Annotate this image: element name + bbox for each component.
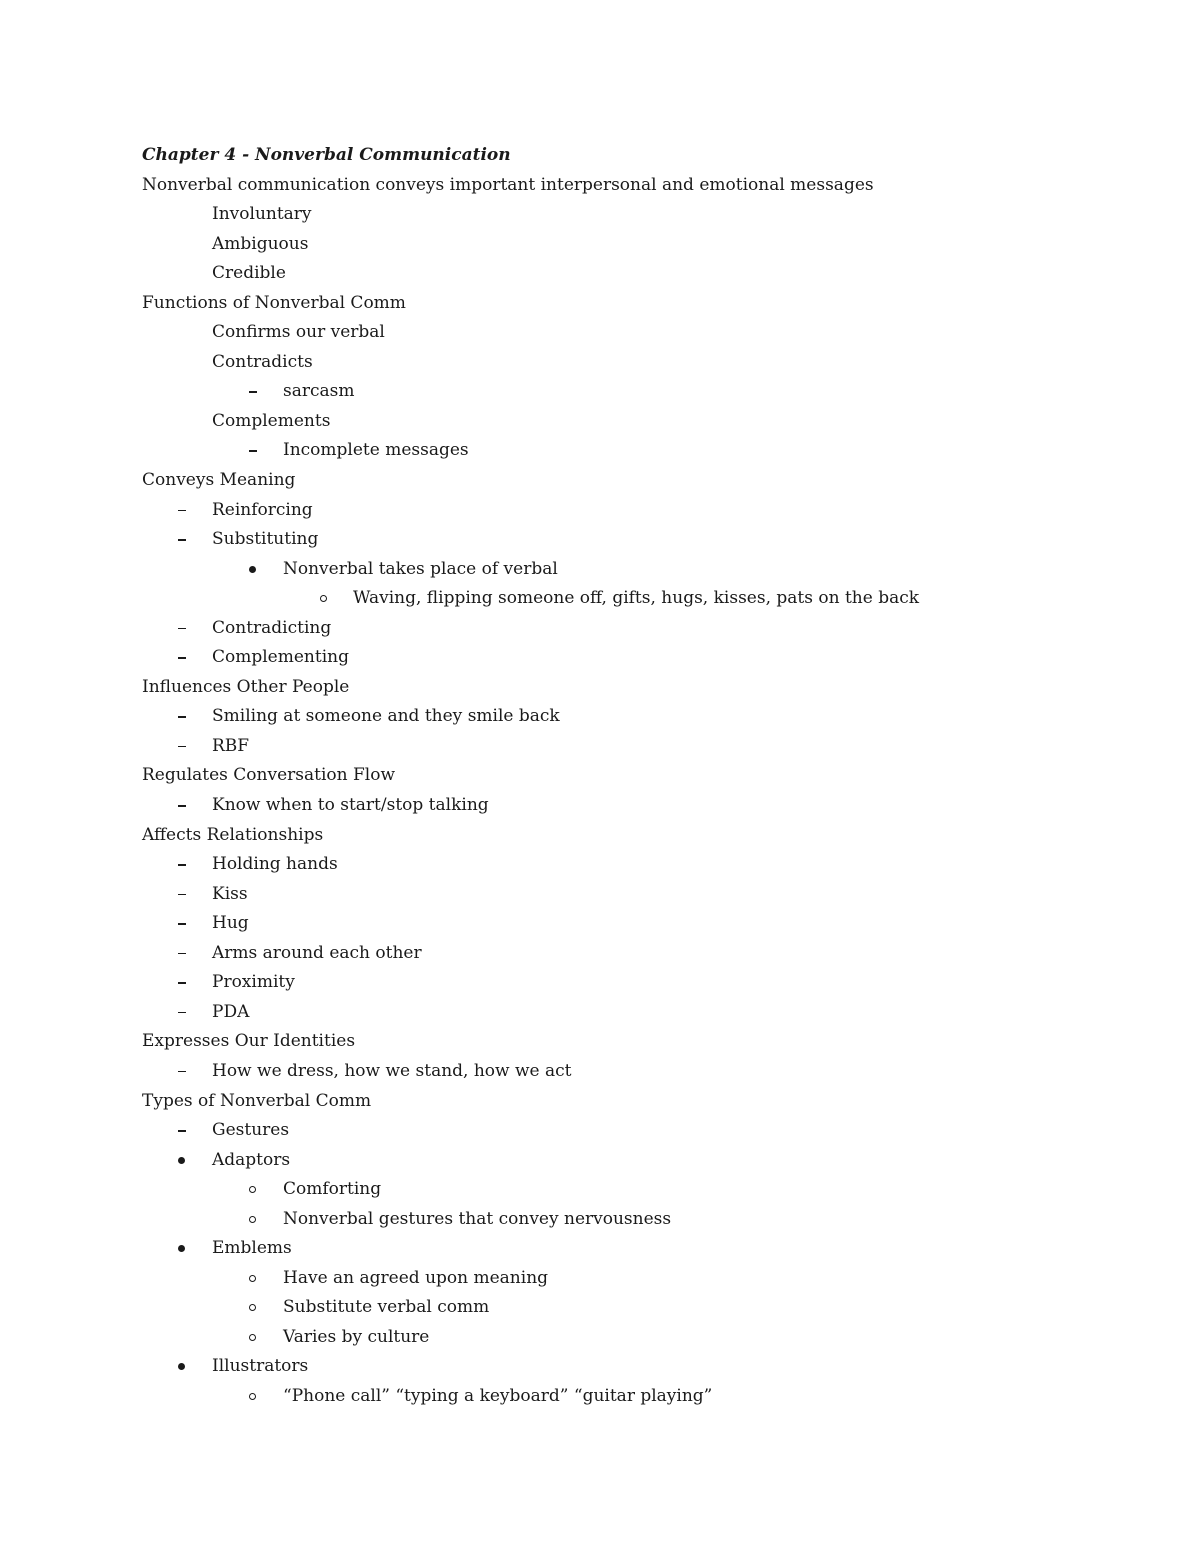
chapter-title: Chapter 4 - Nonverbal Communication bbox=[142, 145, 511, 165]
outline-text: Waving, flipping someone off, gifts, hugs, kisses, pats on the back bbox=[353, 588, 920, 609]
dash-bullet-icon bbox=[178, 510, 186, 512]
outline-item bbox=[0, 642, 1200, 672]
outline-text: Gestures bbox=[212, 1120, 290, 1141]
outline-text: Kiss bbox=[212, 883, 248, 904]
outline-text: Contradicts bbox=[212, 351, 313, 372]
outline-text: Nonverbal gestures that convey nervousness bbox=[283, 1208, 672, 1229]
circle-bullet-icon bbox=[249, 1334, 256, 1341]
outline-item bbox=[0, 1292, 1200, 1322]
dash-bullet-icon bbox=[178, 657, 186, 659]
outline-item bbox=[0, 790, 1200, 820]
outline-item bbox=[0, 1263, 1200, 1293]
outline-item bbox=[0, 1056, 1200, 1086]
outline-text: Expresses Our Identities bbox=[142, 1031, 356, 1052]
outline-text: Affects Relationships bbox=[142, 824, 324, 845]
dash-bullet-icon bbox=[178, 746, 186, 748]
outline-item bbox=[0, 1204, 1200, 1234]
dash-bullet-icon bbox=[178, 953, 186, 955]
outline-item bbox=[0, 406, 1200, 436]
outline-item bbox=[0, 554, 1200, 584]
outline-text: Reinforcing bbox=[212, 499, 313, 520]
outline-item bbox=[0, 495, 1200, 525]
outline-text: Incomplete messages bbox=[283, 440, 469, 461]
dash-bullet-icon bbox=[178, 894, 186, 896]
outline-text: “Phone call” “typing a keyboard” “guitar playing” bbox=[283, 1385, 713, 1406]
disc-bullet-icon bbox=[178, 1157, 185, 1164]
outline-item bbox=[0, 435, 1200, 465]
outline-text: Varies by culture bbox=[283, 1326, 430, 1347]
outline-item bbox=[0, 170, 1200, 200]
outline-item bbox=[0, 849, 1200, 879]
outline-item bbox=[0, 317, 1200, 347]
notes-outline bbox=[0, 140, 1200, 1411]
disc-bullet-icon bbox=[249, 566, 256, 573]
outline-text: Functions of Nonverbal Comm bbox=[142, 292, 406, 313]
outline-item bbox=[0, 229, 1200, 259]
outline-text: Contradicting bbox=[212, 617, 332, 638]
outline-heading bbox=[0, 465, 1200, 495]
outline-text: Hug bbox=[212, 913, 249, 934]
outline-text: Substitute verbal comm bbox=[283, 1297, 490, 1318]
outline-item bbox=[0, 1115, 1200, 1145]
outline-heading bbox=[0, 1086, 1200, 1116]
outline-item bbox=[0, 938, 1200, 968]
dash-bullet-icon bbox=[178, 1130, 186, 1132]
outline-item bbox=[0, 701, 1200, 731]
outline-text: Know when to start/stop talking bbox=[212, 795, 489, 816]
outline-text: Nonverbal communication conveys important interpersonal and emotional messages bbox=[142, 174, 874, 195]
outline-text: Arms around each other bbox=[212, 942, 422, 963]
outline-text: Emblems bbox=[212, 1238, 292, 1259]
outline-item bbox=[0, 613, 1200, 643]
outline-text: Complements bbox=[212, 410, 331, 431]
outline-text: Conveys Meaning bbox=[142, 470, 296, 491]
outline-item bbox=[0, 524, 1200, 554]
outline-item bbox=[0, 1351, 1200, 1381]
outline-item bbox=[0, 1381, 1200, 1411]
outline-heading bbox=[0, 672, 1200, 702]
outline-item bbox=[0, 1174, 1200, 1204]
circle-bullet-icon bbox=[249, 1275, 256, 1282]
dash-bullet-icon bbox=[178, 982, 186, 984]
outline-heading bbox=[0, 1026, 1200, 1056]
outline-text: Ambiguous bbox=[212, 233, 309, 254]
dash-bullet-icon bbox=[178, 539, 186, 541]
circle-bullet-icon bbox=[249, 1304, 256, 1311]
circle-bullet-icon bbox=[249, 1393, 256, 1400]
outline-item bbox=[0, 908, 1200, 938]
outline-item bbox=[0, 997, 1200, 1027]
chapter-title-line bbox=[0, 140, 1200, 170]
outline-item bbox=[0, 1322, 1200, 1352]
outline-text: Illustrators bbox=[212, 1356, 309, 1377]
outline-text: Credible bbox=[212, 263, 286, 284]
outline-text: Holding hands bbox=[212, 854, 338, 875]
circle-bullet-icon bbox=[320, 595, 327, 602]
outline-text: Confirms our verbal bbox=[212, 322, 385, 343]
dash-bullet-icon bbox=[178, 864, 186, 866]
dash-bullet-icon bbox=[178, 1012, 186, 1014]
outline-item bbox=[0, 347, 1200, 377]
disc-bullet-icon bbox=[178, 1245, 185, 1252]
outline-item bbox=[0, 199, 1200, 229]
outline-text: PDA bbox=[212, 1001, 250, 1022]
outline-item bbox=[0, 879, 1200, 909]
circle-bullet-icon bbox=[249, 1186, 256, 1193]
outline-text: Types of Nonverbal Comm bbox=[142, 1090, 372, 1111]
dash-bullet-icon bbox=[249, 391, 257, 393]
disc-bullet-icon bbox=[178, 1363, 185, 1370]
dash-bullet-icon bbox=[178, 805, 186, 807]
circle-bullet-icon bbox=[249, 1216, 256, 1223]
outline-text: How we dress, how we stand, how we act bbox=[212, 1060, 572, 1081]
outline-text: Smiling at someone and they smile back bbox=[212, 706, 560, 727]
outline-item bbox=[0, 258, 1200, 288]
outline-text: Have an agreed upon meaning bbox=[283, 1267, 549, 1288]
outline-item bbox=[0, 967, 1200, 997]
dash-bullet-icon bbox=[178, 628, 186, 630]
outline-text: Nonverbal takes place of verbal bbox=[283, 558, 558, 579]
outline-item bbox=[0, 1145, 1200, 1175]
outline-text: Influences Other People bbox=[142, 676, 350, 697]
outline-text: RBF bbox=[212, 735, 250, 756]
outline-text: Complementing bbox=[212, 647, 349, 668]
outline-heading bbox=[0, 760, 1200, 790]
outline-text: Proximity bbox=[212, 972, 295, 993]
outline-item bbox=[0, 731, 1200, 761]
outline-text: Regulates Conversation Flow bbox=[142, 765, 395, 786]
dash-bullet-icon bbox=[178, 923, 186, 925]
dash-bullet-icon bbox=[249, 450, 257, 452]
outline-text: Involuntary bbox=[212, 204, 312, 225]
outline-item bbox=[0, 376, 1200, 406]
dash-bullet-icon bbox=[178, 716, 186, 718]
outline-heading bbox=[0, 820, 1200, 850]
outline-heading bbox=[0, 288, 1200, 318]
outline-text: Adaptors bbox=[212, 1149, 291, 1170]
outline-text: sarcasm bbox=[283, 381, 355, 402]
outline-text: Substituting bbox=[212, 529, 319, 550]
outline-item bbox=[0, 583, 1200, 613]
outline-text: Comforting bbox=[283, 1179, 382, 1200]
outline-item bbox=[0, 1233, 1200, 1263]
dash-bullet-icon bbox=[178, 1071, 186, 1073]
